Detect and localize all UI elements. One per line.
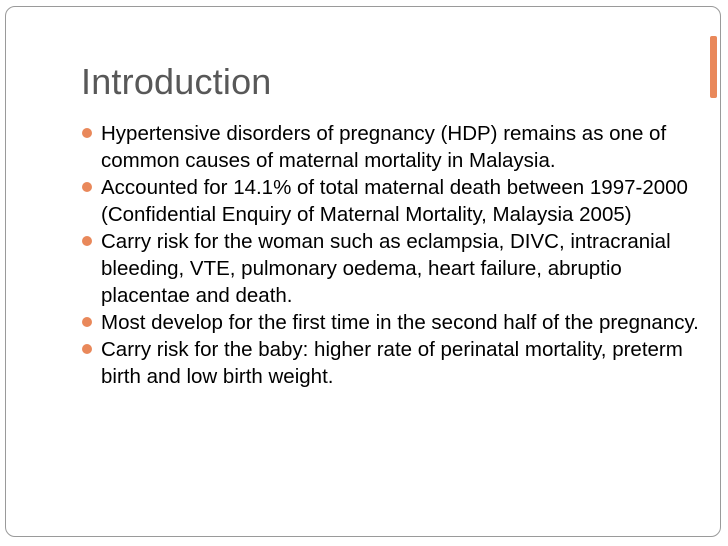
- bullet-dot-icon: [82, 317, 92, 327]
- bullet-item-hdp-mortality: [82, 120, 702, 174]
- bullet-item-death-statistic: [82, 174, 702, 228]
- bullet-dot-icon: [82, 128, 92, 138]
- bullet-dot-icon: [82, 182, 92, 192]
- bullet-dot-icon: [82, 236, 92, 246]
- bullet-item-onset-timing: [82, 309, 702, 336]
- bullet-text: Carry risk for the baby: higher rate of perinatal mortality, preterm birth and low birth weight.: [101, 338, 683, 388]
- bullet-text: Carry risk for the woman such as eclampsia, DIVC, intracranial bleeding, VTE, pulmonary oedema, heart failure, abruptio placentae and death.: [101, 230, 671, 307]
- bullet-text: Most develop for the first time in the second half of the pregnancy.: [101, 311, 699, 334]
- bullet-dot-icon: [82, 344, 92, 354]
- slide-title: Introduction: [81, 61, 272, 102]
- bullet-list: [82, 120, 702, 390]
- bullet-item-maternal-risks: [82, 228, 702, 309]
- bullet-text: Accounted for 14.1% of total maternal death between 1997-2000 (Confidential Enquiry of Maternal Mortality, Malaysia 2005): [101, 176, 688, 226]
- accent-bar: [710, 36, 717, 98]
- bullet-item-baby-risks: [82, 336, 702, 390]
- bullet-text: Hypertensive disorders of pregnancy (HDP) remains as one of common causes of maternal mortality in Malaysia.: [101, 122, 667, 172]
